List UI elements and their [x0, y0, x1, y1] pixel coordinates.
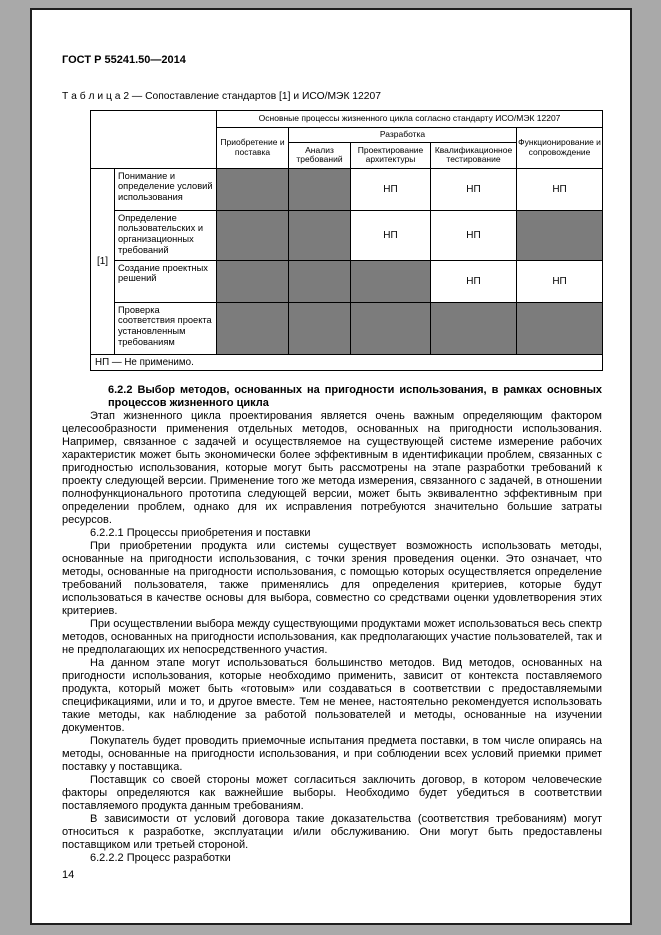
- table-cell: [289, 260, 351, 302]
- section-heading-6-2-2: 6.2.2 Выбор методов, основанных на пригодности использования, в рамках основных процессов жизненного цикла: [108, 383, 602, 409]
- table-cell: [217, 260, 289, 302]
- table-cell: [289, 168, 351, 210]
- paragraph: При приобретении продукта или системы существует возможность использовать методы, основанные на пригодности использования, с точки зрения проведения оценки. Это означает, что методы, основанные на пригодности использования, с помощью которых осуществляется определение требований пользователя, также применялись для определения критериев, которые будут использоваться в качестве основы для выбора, совместно со средствами оценки удовлетворения этих критериев.: [62, 539, 602, 617]
- col-header-requirements-analysis: Анализ требований: [289, 142, 351, 168]
- row-label-understanding-conditions: Понимание и определение условий использования: [115, 168, 217, 210]
- paragraph: При осуществлении выбора между существующими продуктами может использоваться весь спектр методов, основанных на пригодности использования, как предполагающих участие пользователей, так и не предполагающих их непосредственного участия.: [62, 617, 602, 656]
- paragraph: Поставщик со своей стороны может согласиться заключить договор, в котором человеческие факторы определяются как важнейшие выборы. Необходимо будет убедиться в соответствии поставляемого продукта данным требованиям.: [62, 773, 602, 812]
- table-cell: [351, 260, 431, 302]
- table-header-main: Основные процессы жизненного цикла согласно стандарту ИСО/МЭК 12207: [217, 111, 603, 128]
- table-cell: НП: [431, 168, 517, 210]
- row-group-reference: [1]: [91, 168, 115, 354]
- table-cell: [517, 302, 603, 354]
- table-cell: [289, 210, 351, 260]
- document-page: [30, 8, 632, 925]
- paragraph: В зависимости от условий договора такие доказательства (соответствия требованиям) могут относиться к разработке, эксплуатации и/или обслуживанию. Они могут быть предоставлены поставщиком или третьей стороной.: [62, 812, 602, 851]
- paragraph: Этап жизненного цикла проектирования является очень важным определяющим фактором целесообразности применения отдельных методов, основанных на пригодности использования. Например, связанное с задачей и осуществляемое на существующей системе измерение рабочих характеристик может быть экономически более эффективным в идентификации проблем, связанных с пригодностью использования, которые могут быть рассмотрены на этапе разработки требований к проекту следующей версии. Применение того же метода измерения, связанного с задачей, в отношении полнофункционального прототипа следующей версии, может быть эквивалентно эффективным при определении проблем, однако для их исправления потребуются значительно большие затраты ресурсов.: [62, 409, 602, 526]
- subsection-heading-6-2-2-1: 6.2.2.1 Процессы приобретения и поставки: [90, 526, 311, 539]
- row-label-verification: Проверка соответствия проекта установленным требованиям: [115, 302, 217, 354]
- table-cell: [517, 210, 603, 260]
- table-cell: [351, 302, 431, 354]
- subsection-heading-6-2-2-2: 6.2.2.2 Процесс разработки: [90, 851, 231, 864]
- row-label-design-solutions: Создание проектных решений: [115, 260, 217, 302]
- table-corner-blank: [91, 111, 217, 169]
- col-header-acquisition-supply: Приобретение и поставка: [217, 128, 289, 169]
- table-cell: НП: [351, 210, 431, 260]
- table-cell: [289, 302, 351, 354]
- table-cell: НП: [517, 168, 603, 210]
- col-header-qualification-testing: Квалификационное тестирование: [431, 142, 517, 168]
- table-cell: НП: [351, 168, 431, 210]
- table-cell: НП: [431, 260, 517, 302]
- table-footnote: НП — Не применимо.: [91, 354, 603, 370]
- table-cell: [217, 302, 289, 354]
- col-header-operation-maintenance: Функционирование и сопровождение: [517, 128, 603, 169]
- paragraph: Покупатель будет проводить приемочные испытания предмета поставки, в том числе опираясь на методы, основанные на пригодности использования, и при соблюдении всех условий приемки примет поставку у поставщика.: [62, 734, 602, 773]
- table-cell: [217, 168, 289, 210]
- col-group-development: Разработка: [289, 128, 517, 143]
- doc-header: ГОСТ Р 55241.50—2014: [62, 54, 186, 66]
- page-number: 14: [62, 869, 75, 881]
- body-text: [62, 410, 602, 865]
- table-cell: [217, 210, 289, 260]
- table-cell: НП: [431, 210, 517, 260]
- table-caption: Т а б л и ц а 2 — Сопоставление стандартов [1] и ИСО/МЭК 12207: [62, 91, 381, 102]
- col-header-architecture-design: Проектирование архитектуры: [351, 142, 431, 168]
- comparison-table: [90, 110, 603, 371]
- table-cell: [431, 302, 517, 354]
- row-label-user-org-requirements: Определение пользовательских и организационных требований: [115, 210, 217, 260]
- table-cell: НП: [517, 260, 603, 302]
- paragraph: На данном этапе могут использоваться большинство методов. Вид методов, основанных на пригодности использования, которые необходимо применить, зависит от контекста поставляемого продукта, который может быть «готовым» или создаваться в соответствии с предоставляемыми спецификациями, или и то, и другое вместе. Тем не менее, настоятельно рекомендуется использовать такие методы, как наблюдение за работой пользователей и методы, основанные на изучении документов.: [62, 656, 602, 734]
